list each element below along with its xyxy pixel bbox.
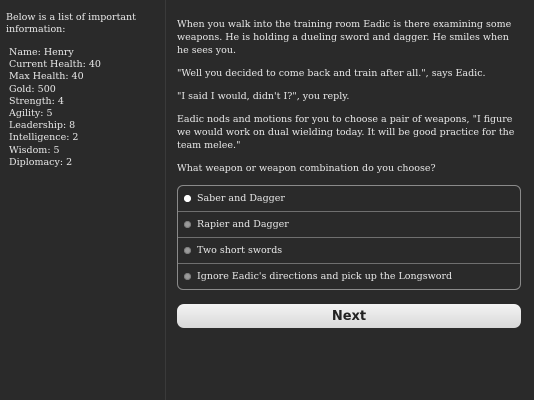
choice-option[interactable] [178, 263, 520, 289]
radio-selected-icon[interactable] [184, 195, 191, 202]
stats-list [6, 47, 165, 169]
story-paragraph: When you walk into the training room Eadic is there examining some weapons. He is holding a dueling sword and dagger. He smiles when he sees you. [177, 19, 512, 56]
choice-label: Two short swords [197, 245, 283, 256]
stat-agility: Agility: 5 [9, 107, 53, 119]
stat-leadership: Leadership: 8 [9, 120, 76, 132]
stat-max-health: Max Health: 40 [9, 71, 84, 83]
stats-sidebar [0, 0, 166, 400]
choice-prompt: What weapon or weapon combination do you choose? [177, 163, 436, 174]
choice-option[interactable] [178, 186, 520, 211]
stat-wisdom: Wisdom: 5 [9, 144, 60, 156]
story-paragraph: "Well you decided to come back and train after all.", says Eadic. [177, 68, 486, 79]
choice-label: Ignore Eadic's directions and pick up the Longsword [197, 271, 453, 282]
choice-list [177, 185, 521, 290]
stat-intelligence: Intelligence: 2 [9, 132, 79, 144]
stat-gold: Gold: 500 [9, 83, 56, 95]
stat-strength: Strength: 4 [9, 95, 64, 107]
radio-icon[interactable] [184, 247, 191, 254]
stat-diplomacy: Diplomacy: 2 [9, 156, 73, 168]
stat-current-health: Current Health: 40 [9, 59, 101, 71]
choice-label: Rapier and Dagger [197, 219, 289, 230]
choice-label: Saber and Dagger [197, 193, 285, 204]
story-paragraph: "I said I would, didn't I?", you reply. [177, 91, 350, 102]
story-panel [166, 0, 534, 400]
stat-name: Name: Henry [9, 47, 74, 58]
next-button[interactable]: Next [177, 304, 521, 328]
choice-option[interactable] [178, 237, 520, 263]
story-paragraph: Eadic nods and motions for you to choose a pair of weapons, "I figure we would work on dual wielding today. It will be good practice for the team melee." [177, 114, 515, 151]
radio-icon[interactable] [184, 221, 191, 228]
sidebar-heading: Below is a list of important information: [6, 12, 136, 35]
choice-option[interactable] [178, 211, 520, 237]
radio-icon[interactable] [184, 273, 191, 280]
